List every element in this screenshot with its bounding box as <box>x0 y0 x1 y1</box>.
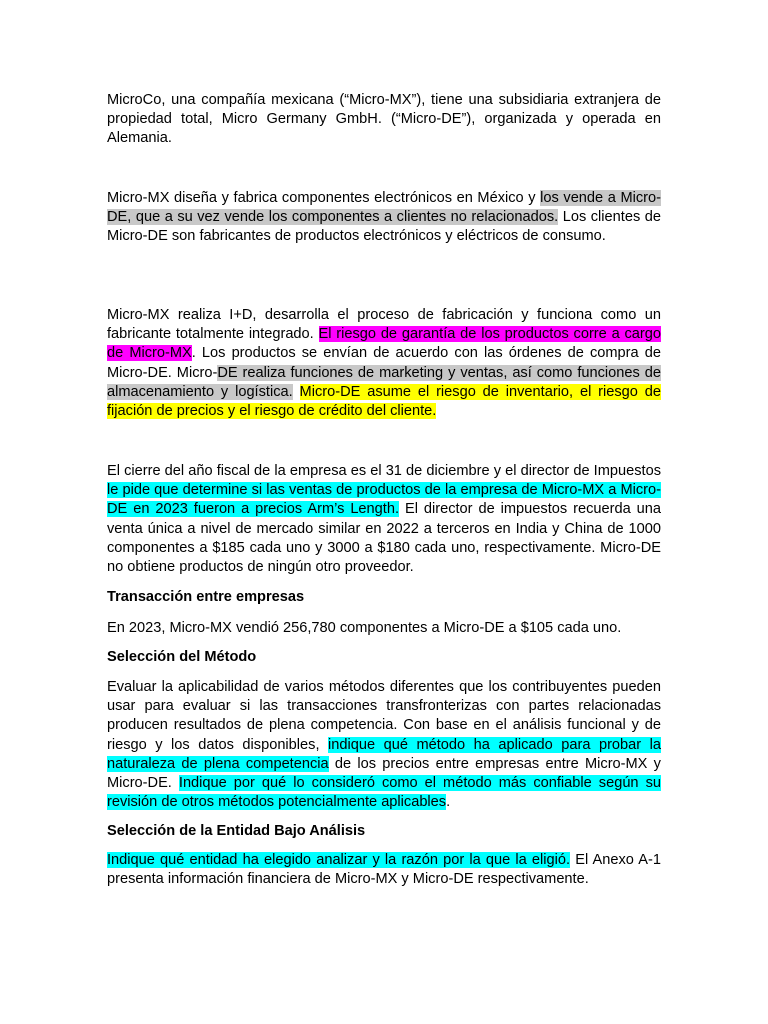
heading-method-selection: Selección del Método <box>107 649 257 665</box>
paragraph-intro <box>107 91 661 149</box>
cyan-highlight-method-applied: indique qué método ha aplicado para probar la naturaleza de plena competencia <box>107 736 662 772</box>
paragraph-tested-party-text-b: El Anexo A-1 presenta información financiera de Micro-MX y Micro-DE respectivamente. <box>107 852 661 888</box>
paragraph-functions <box>107 306 661 421</box>
cyan-highlight-arms-length: le pide que determine si las ventas de productos de la empresa de Micro-MX a Micro-DE en 2023 fueron a precios Arm’s Length. <box>107 482 661 518</box>
paragraph-method <box>107 678 661 812</box>
yellow-highlight-risks: Micro-DE asume el riesgo de inventario, el riesgo de fijación de precios y el riesgo de crédito del cliente. <box>107 383 661 420</box>
paragraph-business-text-a: Micro-MX diseña y fabrica componentes electrónicos en México y <box>107 190 541 206</box>
paragraph-intro-text: MicroCo, una compañía mexicana (“Micro-MX”), tiene una subsidiaria extranjera de propiedad total, Micro Germany GmbH. (“Micro-DE”), organizada y operada en Alemania. <box>107 92 661 147</box>
heading-intercompany-transaction: Transacción entre empresas <box>107 589 305 605</box>
paragraph-business-text-c: Los clientes de Micro-DE son fabricantes de productos electrónicos y eléctricos de consumo. <box>107 209 661 245</box>
cyan-highlight-entity: Indique qué entidad ha elegido analizar y la razón por la que la eligió. <box>107 852 571 868</box>
paragraph-functions-text-e <box>293 384 300 400</box>
paragraph-method-text-c: de los precios entre empresas entre Micro-MX y Micro-DE. <box>107 755 661 792</box>
cyan-highlight-method-reason: Indique por qué lo consideró como el método más confiable según su revisión de otros métodos potencialmente aplicables <box>107 775 661 811</box>
paragraph-method-text-e: . <box>446 794 451 811</box>
paragraph-tested-party <box>107 851 661 889</box>
paragraph-method-text-a: Evaluar la aplicabilidad de varios métodos diferentes que los contribuyentes pueden usar para evaluar si las transacciones transfronterizas con partes relacionadas producen resultados de plena competencia. Con base en el análisis funcional y de riesgo y los datos disponibles, <box>107 679 661 753</box>
paragraph-fiscal-text-c: El director de impuestos recuerda una venta única a nivel de mercado similar en 2022 a terceros en India y China de 1000 componentes a $185 cada uno y 3000 a $180 cada uno, respectivamente. Micro-DE no obtiene productos de ningún otro proveedor. <box>107 501 661 576</box>
paragraph-functions-text-c: . Los productos se envían de acuerdo con las órdenes de compra de Micro-DE. Micro- <box>107 345 661 381</box>
paragraph-transaction-text: En 2023, Micro-MX vendió 256,780 componentes a Micro-DE a $105 cada uno. <box>107 620 622 636</box>
heading-tested-party: Selección de la Entidad Bajo Análisis <box>107 823 366 839</box>
paragraph-business <box>107 189 661 247</box>
paragraph-functions-text-a: Micro-MX realiza I+D, desarrolla el proceso de fabricación y funciona como un fabricante totalmente integrado. <box>107 307 661 343</box>
paragraph-fiscal <box>107 462 661 577</box>
gray-highlight-sales: los vende a Micro-DE, que a su vez vende los componentes a clientes no relacionados. <box>107 190 661 226</box>
paragraph-transaction <box>107 619 661 638</box>
gray-highlight-marketing: DE realiza funciones de marketing y ventas, así como funciones de almacenamiento y logística. <box>107 364 661 400</box>
magenta-highlight-warranty: El riesgo de garantía de los productos corre a cargo de Micro-MX <box>107 326 661 362</box>
paragraph-fiscal-text-a: El cierre del año fiscal de la empresa es el 31 de diciembre y el director de Impuestos <box>107 463 661 479</box>
